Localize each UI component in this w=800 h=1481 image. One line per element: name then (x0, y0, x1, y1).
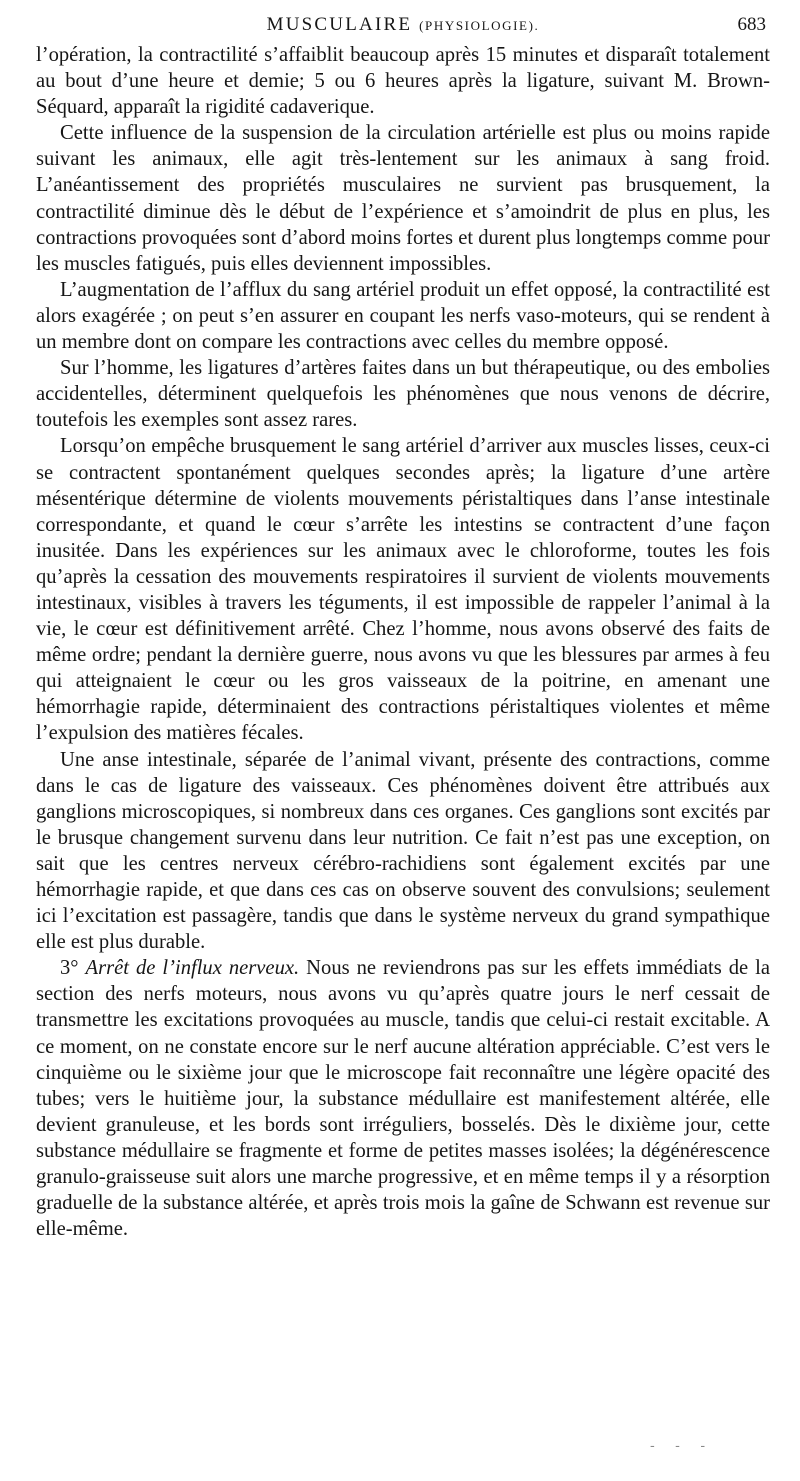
paragraph: Lorsqu’on empêche brusquement le sang artériel d’arriver aux muscles lisses, ceux-ci se contractent spontanément quelques secondes après; la ligature d’une artère mésentérique détermine de violents mouvements péristaltiques dans l’anse intestinale correspondante, et quand le cœur s’arrête les intestins se contractent d’une façon inusitée. Dans les expériences sur les animaux avec le chloroforme, toutes les fois qu’après la cessation des mouvements respiratoires il survient de violents mouvements intestinaux, visibles à travers les téguments, il est impossible de rappeler l’animal à la vie, le cœur est définitivement arrêté. Chez l’homme, nous avons observé des faits de même ordre; pendant la dernière guerre, nous avons vu que les blessures par armes à feu qui atteignaient le cœur ou les gros vaisseaux de la poitrine, en amenant une hémorrhagie rapide, déterminaient des contractions péristaltiques violentes et même l’expulsion des matières fécales. (36, 435, 770, 745)
running-title (36, 14, 770, 36)
section-number: 3° (60, 957, 79, 980)
section-text: Nous ne reviendrons pas sur les effets immédiats de la section des nerfs moteurs, nous avons vu qu’après quatre jours le nerf cessait de transmettre les excitations provoquées au muscle, tandis que celui-ci restait excitable. A ce moment, on ne constate encore sur le nerf aucune altération appréciable. C’est vers le cinquième ou le sixième jour que le microscope fait reconnaître une légère opacité des tubes; vers le huitième jour, la substance médullaire est manifestement altérée, elle devient granuleuse, et les bords sont irréguliers, bosselés. Dès le dixième jour, cette substance médullaire se fragmente et forme de petites masses isolées; la dégénérescence granulo-graisseuse suit alors une marche progressive, et en même temps il y a résorption graduelle de la substance altérée, et après trois mois la gaîne de Schwann est revenue sur elle-même. (36, 957, 771, 1241)
body-text (36, 42, 770, 1242)
running-header (36, 0, 770, 42)
paragraph: l’opération, la contractilité s’affaiblit beaucoup après 15 minutes et disparaît totalement au bout d’une heure et demie; 5 ou 6 heures après la ligature, suivant M. Brown-Séquard, apparaît la rigidité cadaverique. (36, 44, 770, 119)
page-number: 683 (737, 14, 766, 35)
section-heading: Arrêt de l’influx nerveux. (85, 957, 300, 980)
paragraph: Cette influence de la suspension de la circulation artérielle est plus ou moins rapide suivant les animaux, elle agit très-lentement sur les animaux à sang froid. L’anéantissement des propriétés musculaires ne survient pas brusquement, la contractilité diminue dès le début de l’expérience et s’amoindrit de plus en plus, les contractions provoquées sont d’abord moins fortes et durent plus longtemps comme pour les muscles fatigués, puis elles deviennent impossibles. (36, 122, 770, 275)
footer-marks: - - - (650, 1438, 714, 1454)
paragraph: L’augmentation de l’afflux du sang artériel produit un effet opposé, la contractilité est alors exagérée ; on peut s’en assurer en coupant les nerfs vaso-moteurs, qui se rendent à un membre dont on compare les contractions avec celles du membre opposé. (36, 278, 770, 354)
paragraph: Une anse intestinale, séparée de l’animal vivant, présente des contractions, comme dans le cas de ligature des vaisseaux. Ces phénomènes doivent être attribués aux ganglions microscopiques, si nombreux dans ces organes. Ces ganglions sont excités par le brusque changement survenu dans leur nutrition. Ce fait n’est pas une exception, on sait que les centres nerveux cérébro-rachidiens sont également excités par une hémorrhagie rapide, et que dans ces cas on observe souvent des convulsions; seulement ici l’excitation est passagère, tandis que dans le système nerveux du grand sympathique elle est plus durable. (36, 748, 770, 954)
paragraph: Sur l’homme, les ligatures d’artères faites dans un but thérapeutique, ou des embolies accidentelles, déterminent quelquefois les phénomènes que nous venons de décrire, toutefois les exemples sont assez rares. (36, 357, 770, 432)
header-title: MUSCULAIRE (266, 14, 413, 35)
header-subtitle: (PHYSIOLOGIE). (419, 18, 540, 33)
section-paragraph (36, 955, 770, 1242)
